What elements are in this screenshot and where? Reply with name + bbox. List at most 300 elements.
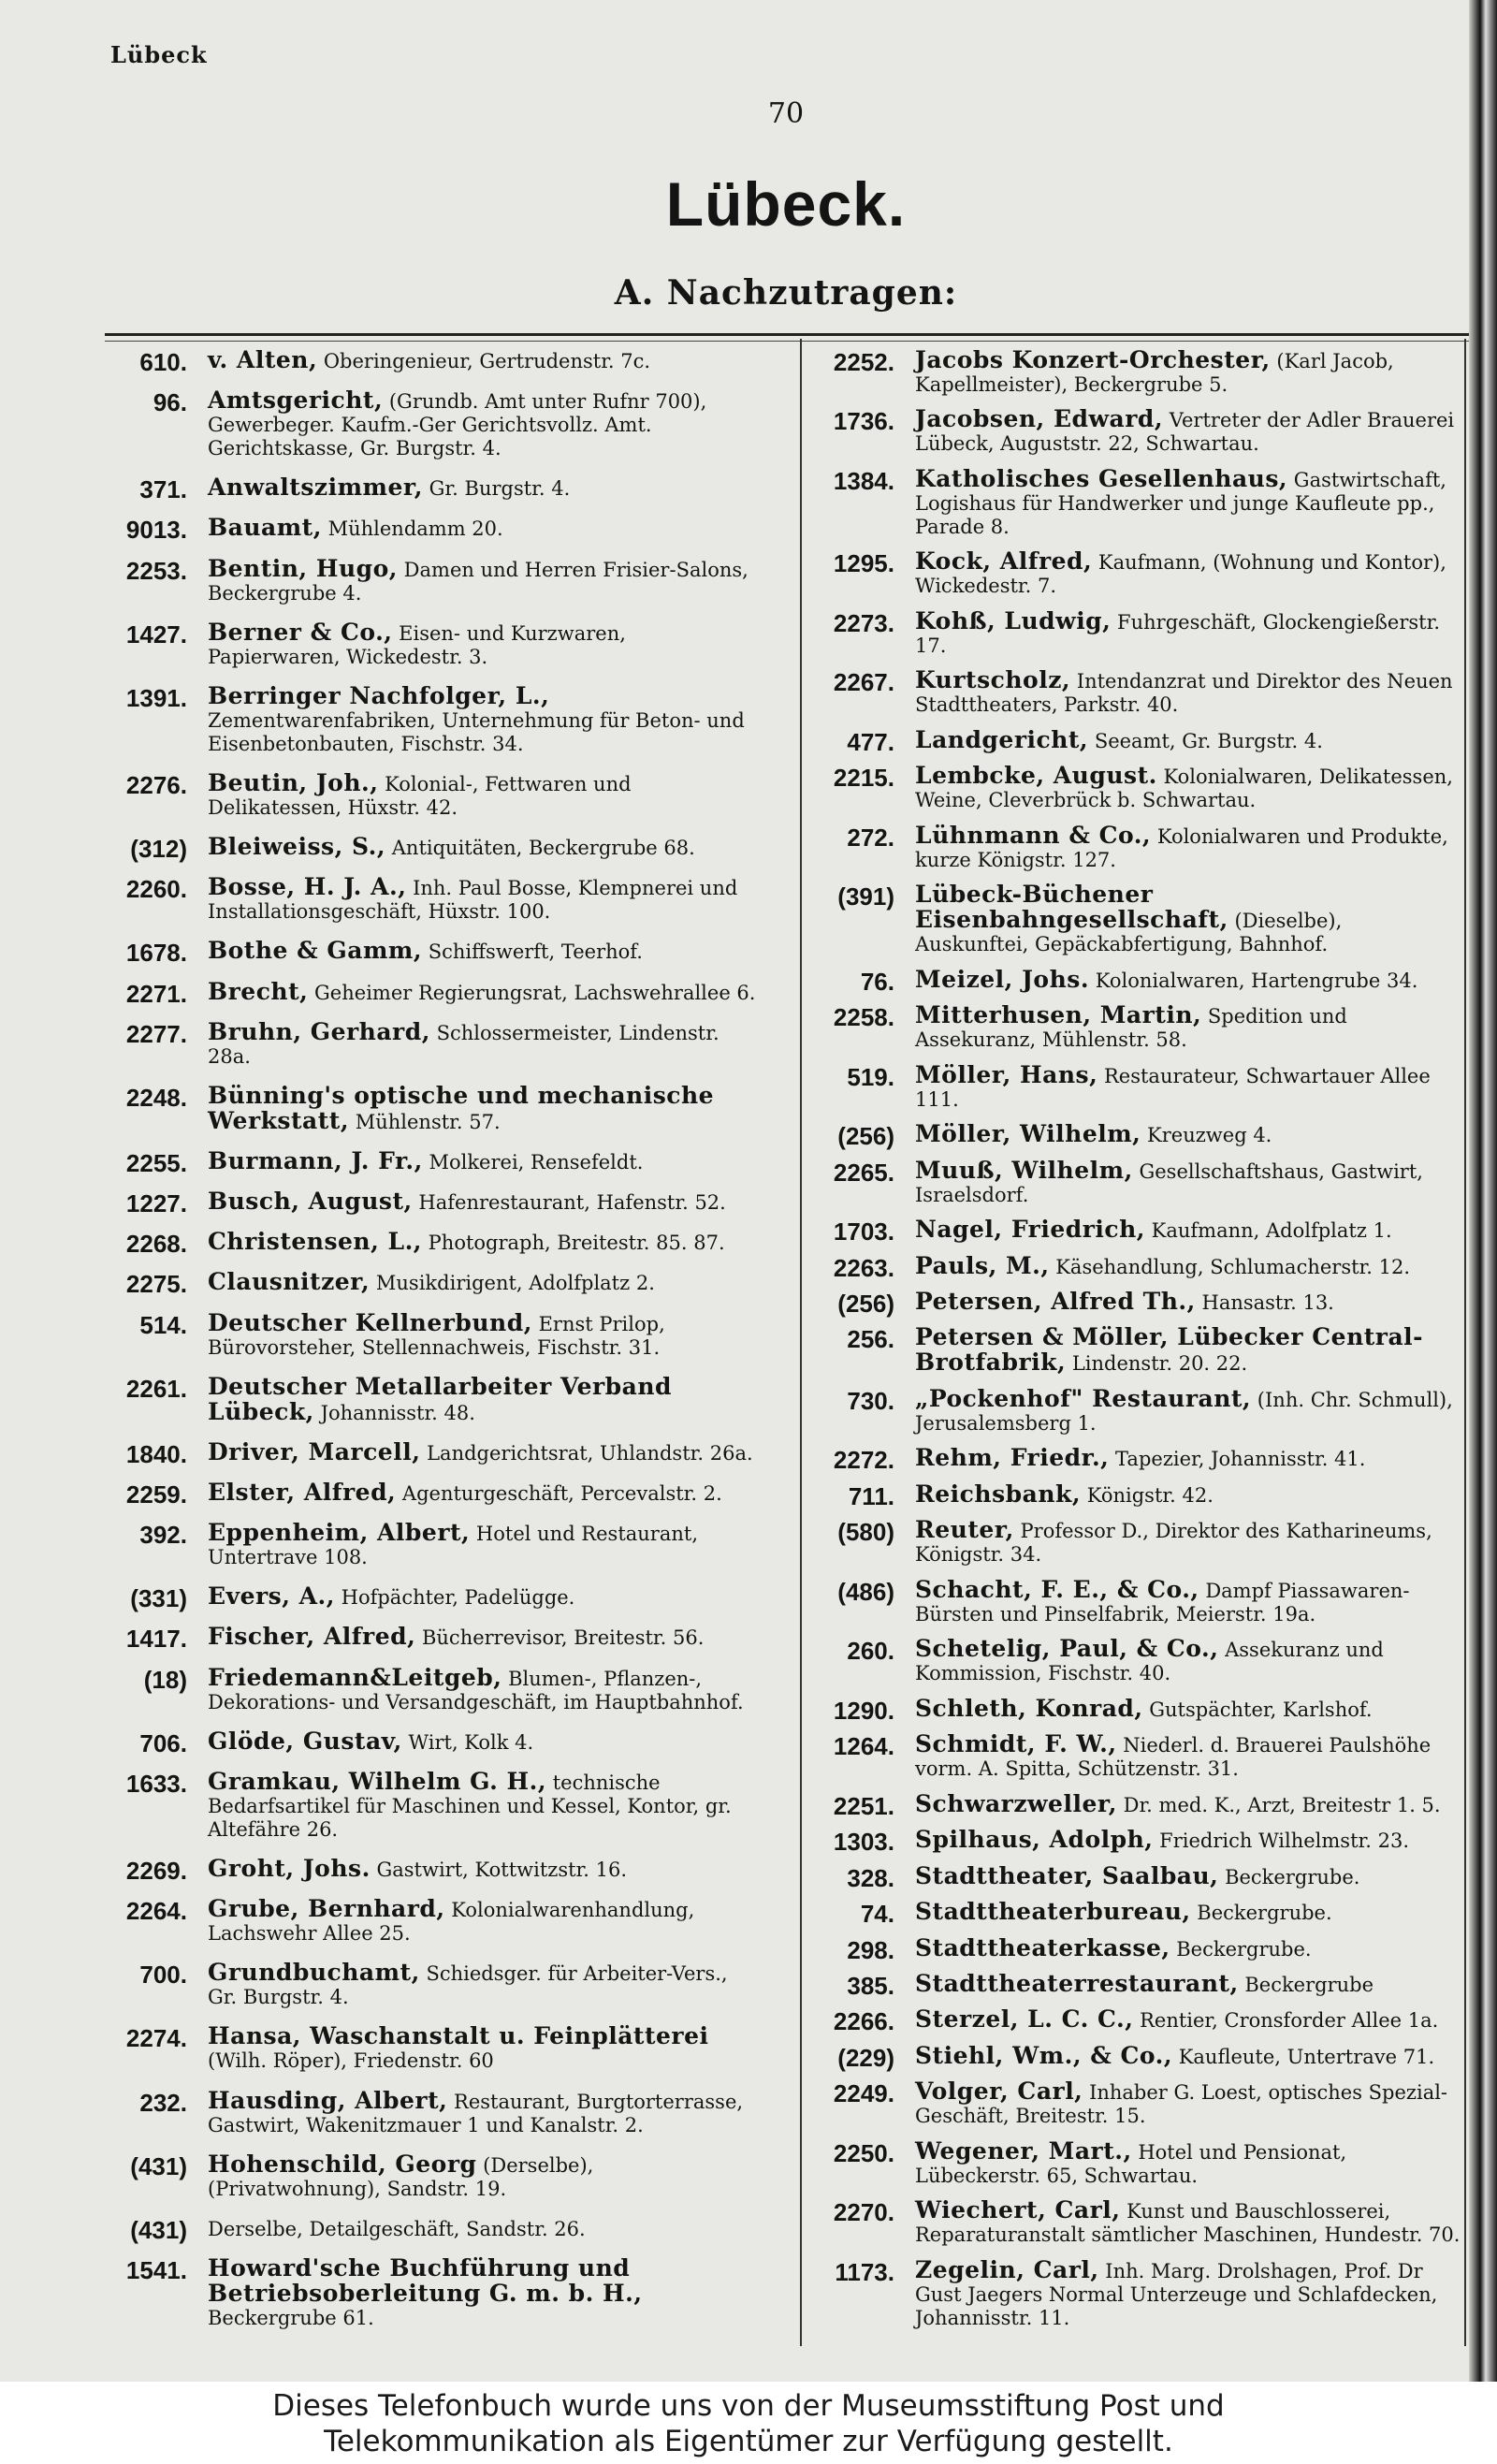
directory-entry	[805, 1216, 1461, 1247]
subscriber-details: Intendanzrat und Direktor des Neuen Stadttheaters, Parkstr. 40.	[915, 670, 1453, 717]
entry-text	[208, 2216, 762, 2241]
subscriber-name: Schwarzweller,	[915, 1789, 1117, 1817]
directory-entry	[97, 768, 762, 820]
subscriber-details: Musikdirigent, Adolfplatz 2.	[370, 1272, 655, 1295]
phone-number: 2260.	[125, 875, 187, 904]
subscriber-name: Kock, Alfred,	[915, 547, 1093, 576]
phone-number: 700.	[139, 1961, 187, 1990]
subscriber-name: Bleiweiss, S.,	[208, 833, 386, 861]
subscriber-name: Glöde, Gustav,	[208, 1727, 402, 1755]
subscriber-details: Niederl. d. Brauerei Paulshöhe vorm. A. Spitta, Schützenstr. 31.	[915, 1734, 1432, 1781]
subscriber-name: Schmidt, F. W.,	[915, 1730, 1117, 1758]
phone-number: 1295.	[833, 549, 894, 578]
subscriber-name: Evers, A.,	[208, 1582, 335, 1611]
phone-number: 2276.	[125, 770, 187, 799]
entry-text	[915, 821, 1461, 872]
entry-text	[915, 1933, 1461, 1961]
subscriber-name: Sterzel, L. C. C.,	[915, 2005, 1134, 2034]
subscriber-name: Brecht,	[208, 977, 309, 1005]
entry-text	[208, 1584, 762, 1610]
entry-text	[208, 875, 762, 924]
entry-text	[208, 1017, 762, 1069]
phone-number: 272.	[847, 823, 894, 852]
section-heading: A. Nachzutragen:	[614, 273, 958, 313]
entry-text	[208, 516, 762, 541]
phone-number: 2263.	[833, 1253, 894, 1282]
directory-entry	[805, 1861, 1461, 1892]
phone-number: 706.	[139, 1728, 187, 1757]
subscriber-name: Stadttheaterrestaurant,	[915, 1970, 1239, 1997]
directory-entry	[805, 1325, 1461, 1376]
phone-number: 2273.	[833, 608, 894, 637]
subscriber-name: Stadttheaterbureau,	[915, 1898, 1191, 1926]
entry-text	[915, 668, 1461, 717]
subscriber-name: Stadttheaterkasse,	[915, 1933, 1170, 1961]
phone-number: (431)	[130, 2215, 187, 2244]
phone-number: 1703.	[833, 1217, 894, 1247]
subscriber-details: Kolonialwarenhandlung, Lachswehr Allee 25.	[208, 1899, 695, 1946]
subscriber-name: Wegener, Mart.,	[915, 2136, 1132, 2165]
subscriber-details: (Inh. Chr. Schmull), Jerusalemsberg 1.	[915, 1388, 1453, 1435]
subscriber-details: Hafenrestaurant, Hafenstr. 52.	[412, 1191, 726, 1215]
directory-entry	[805, 668, 1461, 717]
subscriber-details: Kaufmann, (Wohnung und Kontor), Wickedestr. 7.	[915, 551, 1446, 598]
left-column	[97, 348, 762, 2330]
subscriber-details: Antiquitäten, Beckergrube 68.	[385, 837, 695, 860]
phone-number: 2264.	[125, 1897, 187, 1926]
directory-entry	[805, 2198, 1461, 2247]
directory-entry	[97, 1437, 762, 1468]
subscriber-name: Volger, Carl,	[915, 2078, 1083, 2106]
entry-text	[915, 606, 1461, 658]
phone-number: 9013.	[125, 516, 187, 545]
directory-entry	[805, 1287, 1461, 1318]
subscriber-details: Professor D., Direktor des Katharineums, Königstr. 34.	[915, 1520, 1432, 1567]
subscriber-details: Kolonial-, Fettwaren und Delikatessen, Hüxstr. 42.	[208, 772, 632, 819]
phone-number: 711.	[848, 1481, 894, 1510]
subscriber-details: Beckergrube.	[1190, 1902, 1332, 1925]
subscriber-name: Nagel, Friedrich,	[915, 1216, 1145, 1244]
top-rule	[105, 333, 1473, 336]
subscriber-details: (Derselbe), (Privatwohnung), Sandstr. 19.	[208, 2153, 594, 2200]
directory-entry	[805, 2255, 1461, 2330]
phone-number: (486)	[837, 1577, 894, 1606]
entry-text	[208, 1767, 762, 1842]
subscriber-details: Schlossermeister, Lindenstr. 28a.	[208, 1021, 719, 1068]
page-title: Lübeck.	[665, 169, 907, 239]
entry-text	[208, 1625, 762, 1650]
directory-entry	[805, 965, 1461, 996]
directory-entry	[805, 821, 1461, 872]
subscriber-details: Bücherrevisor, Breitestr. 56.	[415, 1626, 705, 1650]
entry-text	[208, 1230, 762, 1255]
entry-text	[208, 1897, 762, 1946]
phone-number: (431)	[130, 2151, 187, 2180]
entry-text	[208, 2253, 762, 2330]
phone-number: 730.	[847, 1386, 894, 1415]
subscriber-details: Beckergrube.	[1218, 1865, 1360, 1888]
directory-entry	[97, 875, 762, 924]
entry-text	[208, 768, 762, 820]
subscriber-details: Wirt, Kolk 4.	[401, 1730, 534, 1754]
subscriber-name: Bruhn, Gerhard,	[208, 1017, 430, 1045]
subscriber-name: Hansa, Waschanstalt u. Feinplätterei	[208, 2022, 709, 2050]
phone-number: 610.	[139, 348, 187, 376]
subscriber-details: Agenturgeschäft, Percevalstr. 2.	[396, 1481, 722, 1505]
entry-text	[915, 1251, 1461, 1279]
entry-text	[915, 2041, 1461, 2069]
subscriber-details: Gastwirtschaft, Logishaus für Handwerker und junge Kaufleute pp., Parade 8.	[915, 468, 1446, 538]
subscriber-name: Groht, Johs.	[208, 1854, 371, 1882]
phone-number: 1264.	[833, 1732, 894, 1761]
subscriber-name: Kohß, Ludwig,	[915, 606, 1112, 634]
subscriber-details: technische Bedarfsartikel für Maschinen und Kessel, Kontor, gr. Altefähre 26.	[208, 1771, 732, 1841]
phone-number: (18)	[143, 1665, 187, 1694]
phone-number: 1541.	[125, 2255, 187, 2284]
directory-entry	[97, 1521, 762, 1569]
subscriber-details: Königstr. 42.	[1081, 1483, 1214, 1507]
entry-text	[208, 939, 762, 964]
subscriber-details: Beckergrube.	[1170, 1937, 1312, 1961]
footer-line-1: Dieses Telefonbuch wurde uns von der Museumsstiftung Post und	[272, 2389, 1225, 2423]
subscriber-details: Blumen-, Pflanzen-, Dekorations- und Versandgeschäft, im Hauptbahnhof.	[208, 1667, 744, 1713]
directory-entry	[805, 1898, 1461, 1929]
subscriber-name: Kurtscholz,	[915, 666, 1071, 694]
directory-entry	[97, 1268, 762, 1299]
directory-entry	[97, 554, 762, 605]
phone-number: 1290.	[833, 1696, 894, 1725]
subscriber-details: Rentier, Cronsforder Allee 1a.	[1133, 2009, 1439, 2033]
subscriber-name: Hohenschild, Georg	[208, 2150, 477, 2178]
subscriber-details: Landgerichtsrat, Uhlandstr. 26a.	[420, 1441, 753, 1465]
directory-entry	[97, 1372, 762, 1425]
directory-entry	[97, 474, 762, 504]
subscriber-details: Hotel und Pensionat, Lübeckerstr. 65, Schwartau.	[915, 2140, 1347, 2187]
directory-entry	[97, 388, 762, 460]
subscriber-details: Damen und Herren Frisier-Salons, Beckergrube 4.	[208, 558, 748, 605]
directory-entry	[97, 1897, 762, 1946]
subscriber-name: Berner & Co.,	[208, 618, 393, 646]
phone-number: 1417.	[125, 1625, 187, 1654]
subscriber-details: Oberingenieur, Gertrudenstr. 7c.	[317, 350, 651, 372]
subscriber-details: Assekuranz und Kommission, Fischstr. 40.	[915, 1639, 1384, 1685]
directory-entry	[805, 1789, 1461, 1820]
entry-text	[915, 1287, 1461, 1315]
phone-number: (580)	[837, 1518, 894, 1547]
entry-text	[208, 1437, 762, 1465]
directory-entry	[805, 1732, 1461, 1781]
phone-number: 1391.	[125, 683, 187, 712]
directory-entry	[97, 2086, 762, 2137]
directory-entry	[805, 764, 1461, 812]
subscriber-details: Ernst Prilop, Bürovorsteher, Stellennachweis, Fischstr. 31.	[208, 1312, 665, 1359]
entry-text	[208, 2024, 762, 2073]
directory-entry	[97, 514, 762, 545]
entry-text	[915, 1637, 1461, 1685]
phone-number: 256.	[847, 1325, 894, 1354]
phone-number: 392.	[139, 1521, 187, 1550]
subscriber-name: Lembcke, August.	[915, 762, 1157, 790]
entry-text	[915, 1060, 1461, 1112]
entry-text	[208, 620, 762, 669]
entry-text	[915, 549, 1461, 598]
entry-text	[915, 1828, 1461, 1853]
subscriber-details: Dampf Piassawaren-Bürsten und Pinselfabrik, Meierstr. 19a.	[915, 1579, 1410, 1626]
subscriber-name: Jacobs Konzert-Orchester,	[915, 346, 1271, 373]
phone-number: 2252.	[833, 348, 894, 376]
entry-text	[915, 2007, 1461, 2033]
directory-entry	[97, 1017, 762, 1069]
subscriber-name: Reuter,	[915, 1516, 1014, 1544]
phone-number: 477.	[847, 727, 894, 756]
subscriber-name: Bothe & Gamm,	[208, 937, 423, 965]
right-column	[805, 348, 1461, 2330]
phone-number: (229)	[837, 2043, 894, 2072]
subscriber-name: Christensen, L.,	[208, 1228, 422, 1256]
subscriber-name: Deutscher Kellnerbund,	[208, 1308, 532, 1336]
subscriber-name: Bauamt,	[208, 514, 322, 542]
subscriber-name: Bünning's optische und mechanische Werkstatt,	[208, 1081, 715, 1134]
subscriber-details: (Grundb. Amt unter Rufnr 700), Gewerbeger. Kaufm.-Ger Gerichtsvollz. Amt. Gerichtskasse, Gr. Burgstr. 4.	[208, 390, 707, 460]
directory-entry	[805, 1694, 1461, 1725]
subscriber-name: v. Alten,	[208, 346, 318, 373]
subscriber-name: Bentin, Hugo,	[208, 554, 398, 582]
subscriber-name: Deutscher Metallarbeiter Verband Lübeck,	[208, 1372, 672, 1425]
entry-text	[915, 407, 1461, 456]
phone-number: 2267.	[833, 668, 894, 697]
entry-text	[915, 1384, 1461, 1436]
subscriber-details: Kaufleute, Untertrave 71.	[1172, 2045, 1435, 2068]
entry-text	[208, 1480, 762, 1506]
directory-entry	[97, 2024, 762, 2073]
entry-text	[915, 1972, 1461, 1997]
phone-number: 2255.	[125, 1148, 187, 1177]
phone-number: (391)	[837, 882, 894, 911]
subscriber-name: Meizel, Johs.	[915, 965, 1090, 993]
directory-entry	[805, 2005, 1461, 2036]
phone-number: 2261.	[125, 1374, 187, 1403]
subscriber-details: Molkerei, Rensefeldt.	[422, 1150, 644, 1174]
phone-number: 2253.	[125, 556, 187, 585]
subscriber-details: Mühlenstr. 57.	[349, 1110, 501, 1133]
subscriber-name: Rehm, Friedr.,	[915, 1444, 1110, 1472]
subscriber-name: Schetelig, Paul, & Co.,	[915, 1635, 1219, 1663]
subscriber-name: Zegelin, Carl,	[915, 2255, 1099, 2283]
entry-text	[208, 681, 762, 756]
directory-entry	[805, 348, 1461, 397]
phone-number: 298.	[847, 1935, 894, 1964]
phone-number: 96.	[153, 388, 187, 417]
entry-text	[915, 1325, 1461, 1376]
subscriber-name: Grube, Bernhard,	[208, 1895, 445, 1923]
phone-number: 1678.	[125, 939, 187, 968]
subscriber-details: Fuhrgeschäft, Glockengießerstr. 17.	[915, 610, 1441, 657]
phone-number: 1384.	[833, 466, 894, 495]
subscriber-details: Beckergrube 61.	[208, 2306, 374, 2329]
entry-text	[208, 1372, 762, 1425]
phone-number: 519.	[847, 1062, 894, 1091]
phone-number: (312)	[130, 835, 187, 864]
entry-text	[915, 1122, 1461, 1147]
phone-number: 371.	[139, 475, 187, 504]
subscriber-name: Möller, Wilhelm,	[915, 1120, 1141, 1148]
subscriber-details: Gastwirt, Kottwitzstr. 16.	[370, 1858, 628, 1881]
directory-entry	[97, 2152, 762, 2201]
directory-entry	[805, 1120, 1461, 1151]
subscriber-name: Petersen & Möller, Lübecker Central-Brotfabrik,	[915, 1323, 1424, 1377]
entry-text	[915, 1694, 1461, 1722]
entry-text	[208, 475, 762, 501]
phone-number: 2265.	[833, 1158, 894, 1187]
right-margin-rule	[1464, 339, 1466, 2346]
subscriber-details: Lindenstr. 20. 22.	[1066, 1352, 1248, 1376]
directory-entry	[805, 1482, 1461, 1508]
subscriber-name: Anwaltszimmer,	[208, 474, 423, 502]
directory-entry	[97, 681, 762, 756]
entry-text	[915, 1518, 1461, 1567]
entry-text	[915, 1156, 1461, 1207]
directory-entry	[805, 1518, 1461, 1567]
entry-text	[208, 1146, 762, 1174]
directory-entry	[805, 1575, 1461, 1626]
entry-text	[915, 764, 1461, 812]
phone-number: 1227.	[125, 1189, 187, 1218]
directory-entry	[805, 1060, 1461, 1112]
footer-line-2: Telekommunikation als Eigentümer zur Verfügung gestellt.	[324, 2425, 1173, 2458]
phone-number: 2215.	[833, 764, 894, 793]
entry-text	[208, 1189, 762, 1215]
directory-entry	[97, 1478, 762, 1509]
directory-entry	[97, 1582, 762, 1613]
page-edge	[1469, 0, 1497, 2382]
phone-number: 2270.	[833, 2198, 894, 2227]
entry-text	[915, 1446, 1461, 1471]
entry-text	[208, 977, 762, 1005]
phone-number: 2268.	[125, 1230, 187, 1259]
subscriber-name: „Pockenhof" Restaurant,	[915, 1384, 1252, 1412]
subscriber-name: Mitterhusen, Martin,	[915, 1001, 1202, 1029]
directory-entry	[805, 407, 1461, 456]
directory-entry	[97, 1146, 762, 1177]
subscriber-name: Driver, Marcell,	[208, 1437, 421, 1465]
directory-entry	[97, 1228, 762, 1259]
subscriber-name: Lühnmann & Co.,	[915, 821, 1152, 849]
subscriber-name: Clausnitzer,	[208, 1268, 371, 1296]
phone-number: 1303.	[833, 1828, 894, 1857]
directory-entry	[805, 1156, 1461, 1207]
directory-entry	[805, 1251, 1461, 1282]
entry-text	[915, 1575, 1461, 1626]
directory-entry	[97, 2215, 762, 2244]
subscriber-details: Kolonialwaren, Hartengrube 34.	[1089, 969, 1418, 992]
phone-number: 2258.	[833, 1003, 894, 1032]
subscriber-details: Geheimer Regierungsrat, Lachswehrallee 6.	[308, 981, 756, 1004]
entry-text	[915, 1217, 1461, 1243]
subscriber-name: Stadttheater, Saalbau,	[915, 1861, 1219, 1889]
entry-text	[915, 1732, 1461, 1781]
subscriber-name: Eppenheim, Albert,	[208, 1519, 471, 1547]
phone-number: 385.	[847, 1972, 894, 2000]
running-head: Lübeck	[110, 41, 208, 68]
top-rule-thin	[105, 341, 1473, 342]
directory-entry	[97, 1663, 762, 1714]
directory-entry	[805, 2041, 1461, 2072]
entry-text	[208, 1308, 762, 1360]
directory-entry	[805, 2136, 1461, 2188]
phone-number: 2251.	[833, 1791, 894, 1820]
subscriber-details: Friedrich Wilhelmstr. 23.	[1153, 1830, 1409, 1853]
entry-text	[208, 1270, 762, 1295]
subscriber-details: Derselbe, Detailgeschäft, Sandstr. 26.	[208, 2217, 586, 2240]
directory-entry	[97, 1854, 762, 1885]
page-number: 70	[767, 97, 805, 130]
entry-text	[208, 2086, 762, 2137]
subscriber-name: Jacobsen, Edward,	[915, 405, 1164, 433]
subscriber-details: Restaurant, Burgtorterrasse, Gastwirt, Wakenitzmauer 1 und Kanalstr. 2.	[208, 2090, 744, 2136]
directory-entry	[805, 1003, 1461, 1052]
entry-text	[915, 2079, 1461, 2128]
directory-entry	[805, 1384, 1461, 1436]
phone-number: 232.	[139, 2088, 187, 2117]
phone-number: (331)	[130, 1584, 187, 1613]
entry-text	[208, 388, 762, 460]
subscriber-name: Schleth, Konrad,	[915, 1694, 1143, 1722]
subscriber-details: Gesellschaftshaus, Gastwirt, Israelsdorf.	[915, 1159, 1423, 1206]
directory-entry	[97, 346, 762, 376]
entry-text	[915, 2198, 1461, 2247]
entry-text	[915, 464, 1461, 539]
subscriber-details: Schiffswerft, Teerhof.	[422, 940, 643, 964]
subscriber-name: Muuß, Wilhelm,	[915, 1156, 1133, 1184]
subscriber-details: Mühlendamm 20.	[321, 518, 503, 541]
column-divider	[800, 339, 802, 2346]
subscriber-details: Photograph, Breitestr. 85. 87.	[422, 1232, 725, 1255]
subscriber-details: Hotel und Restaurant, Untertrave 108.	[208, 1523, 699, 1569]
phone-number: 2274.	[125, 2024, 187, 2053]
directory-entry	[97, 620, 762, 669]
subscriber-name: Elster, Alfred,	[208, 1478, 397, 1506]
subscriber-name: Grundbuchamt,	[208, 1959, 420, 1987]
directory-entry	[805, 2079, 1461, 2128]
subscriber-name: Pauls, M.,	[915, 1251, 1050, 1279]
subscriber-details: Hofpächter, Padelügge.	[334, 1586, 575, 1610]
subscriber-details: Inhaber G. Loest, optisches Spezial-Geschäft, Breitestr. 15.	[915, 2081, 1448, 2128]
phone-number: 2248.	[125, 1083, 187, 1112]
phone-number: 2249.	[833, 2079, 894, 2108]
entry-text	[208, 348, 762, 373]
subscriber-name: Wiechert, Carl,	[915, 2196, 1121, 2224]
directory-entry	[97, 1729, 762, 1755]
phone-number: 2269.	[125, 1856, 187, 1885]
subscriber-details: Hansastr. 13.	[1195, 1290, 1334, 1314]
entry-text	[915, 348, 1461, 397]
subscriber-details: Kolonialwaren, Delikatessen, Weine, Cleverbrück b. Schwartau.	[915, 765, 1453, 812]
entry-text	[915, 1482, 1461, 1508]
directory-entry	[97, 833, 762, 864]
subscriber-name: Berringer Nachfolger, L.,	[208, 681, 550, 709]
footer-notice	[0, 2382, 1497, 2464]
directory-entry	[97, 1767, 762, 1842]
phone-number: 2266.	[833, 2007, 894, 2036]
entry-text	[915, 882, 1461, 956]
subscriber-name: Beutin, Joh.,	[208, 768, 379, 796]
subscriber-details: (Karl Jacob, Kapellmeister), Beckergrube 5.	[915, 350, 1394, 396]
phone-number: 2250.	[833, 2138, 894, 2167]
subscriber-details: Gr. Burgstr. 4.	[422, 477, 571, 501]
entry-text	[208, 1663, 762, 1714]
subscriber-details: Restaurateur, Schwartauer Allee 111.	[915, 1064, 1431, 1111]
directory-entry	[97, 977, 762, 1008]
